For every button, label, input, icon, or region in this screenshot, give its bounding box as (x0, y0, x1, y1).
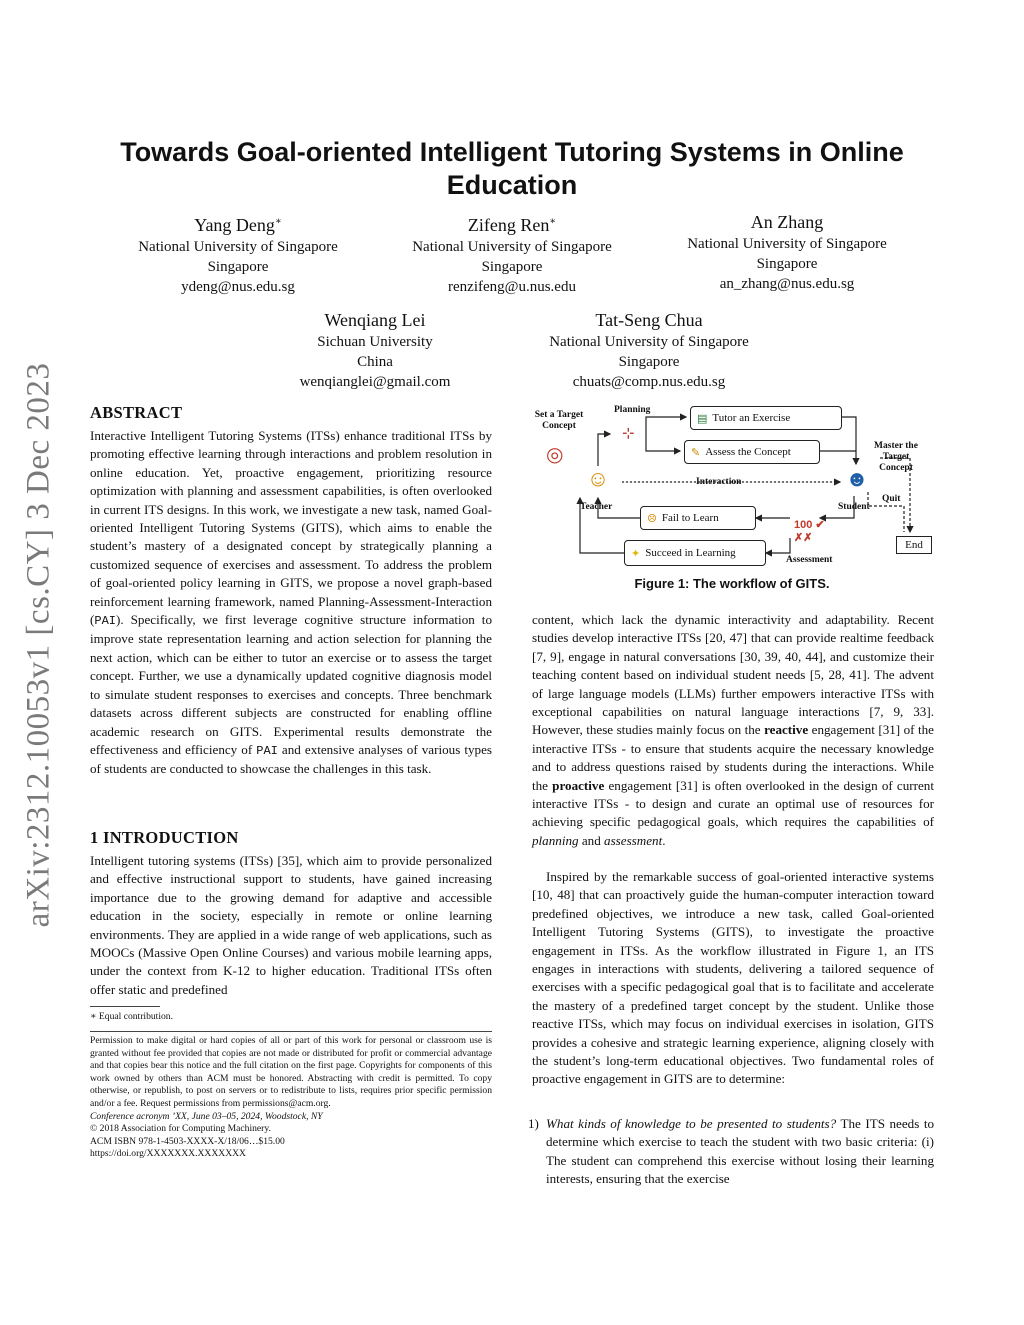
author-name: Wenqiang Lei (324, 310, 426, 330)
list-number: 1) (528, 1116, 539, 1131)
intro-text: engagement [31] of the interactive ITSs - to ensure that students acquire the necessary knowledge and to address questions raised by students during the interactions. While the (532, 722, 934, 793)
author-email: wenqianglei@gmail.com (299, 374, 451, 390)
author-name: An Zhang (750, 212, 824, 232)
books-icon: ▤ (697, 412, 708, 425)
permission-rule (90, 1031, 492, 1032)
author-email: chuats@comp.nus.edu.sg (572, 374, 726, 390)
copyright: © 2018 Association for Computing Machinery. (90, 1123, 271, 1135)
label-planning: Planning (614, 405, 651, 415)
footnote: ∗ Equal contribution. (90, 1011, 173, 1022)
author-country: Singapore (756, 256, 818, 272)
equal-contribution-mark: ∗ (549, 216, 557, 227)
label-quit: Quit (882, 494, 901, 504)
sad-face-icon: ☹ (647, 512, 657, 525)
author-block (382, 210, 642, 297)
score-icon: 100 ✔ ✗✗ (794, 519, 825, 544)
intro-heading: 1 INTRODUCTION (90, 828, 239, 847)
arrow-tutor-student (842, 417, 856, 464)
author-block (657, 210, 917, 294)
permission-block (90, 1035, 492, 1161)
intro-text: . (662, 832, 666, 848)
right-column-paragraph-2 (532, 868, 934, 1089)
succeed-label: Succeed in Learning (645, 547, 736, 559)
arrow-teacher-planning (598, 434, 610, 466)
list-item (528, 1115, 934, 1189)
box-fail-learn (640, 506, 756, 530)
equal-contribution-mark: ∗ (274, 216, 282, 227)
intro-text: engagement [31] is often overlooked in the design of current interactive ITSs - to design and curate an optimal use of resources for achieving specific pedagogical goals, which requires the capabilities of (532, 777, 934, 830)
arxiv-id: arXiv:2312.10053v1 [cs.CY] 3 Dec 2023 (20, 362, 57, 928)
label-master: Master the Target Concept (874, 441, 918, 473)
lightbulb-icon: ✦ (631, 547, 641, 560)
emphasis-planning: planning (532, 832, 579, 848)
teacher-icon: ☺ (586, 466, 610, 491)
author-affiliation: National University of Singapore (687, 236, 887, 252)
box-tutor-exercise (690, 406, 842, 430)
box-succeed-learn (624, 540, 766, 566)
end-label: End (905, 539, 923, 551)
score-text: 100 (794, 519, 813, 531)
right-column-paragraph-1 (532, 611, 934, 850)
arxiv-sidebar (14, 360, 64, 930)
author-country: Singapore (618, 354, 680, 370)
box-assess-concept (684, 440, 820, 464)
abstract-part: and extensive analyses of various types of students are conducted to showcase the challenges in this task. (90, 741, 492, 777)
author-block (519, 308, 779, 392)
arrow-to-assess (646, 442, 680, 451)
doi: https://doi.org/XXXXXXX.XXXXXXX (90, 1148, 246, 1160)
author-affiliation: National University of Singapore (138, 239, 338, 255)
arrow-to-succeed (766, 538, 790, 553)
conference-info: Conference acronym ’XX, June 03–05, 2024, Woodstock, NY (90, 1110, 323, 1122)
method-name: PAI (256, 743, 278, 758)
method-name: PAI (94, 614, 116, 629)
assess-label: Assess the Concept (705, 446, 791, 458)
author-affiliation: Sichuan University (317, 334, 433, 350)
list-text: The ITS needs to determine which exercise to teach the student with two basic criteria: (i) The student can comprehend this exercise without losing their learning interests, ensuring that the exercise (546, 1116, 934, 1187)
isbn: ACM ISBN 978-1-4503-XXXX-X/18/06…$15.00 (90, 1135, 285, 1147)
author-country: Singapore (481, 259, 543, 275)
tutor-label: Tutor an Exercise (712, 412, 791, 424)
figure-caption: Figure 1: The workflow of GITS. (634, 576, 830, 591)
author-name: Zifeng Ren (467, 215, 550, 235)
author-country: Singapore (207, 259, 269, 275)
planning-tree-icon: ⊹ (622, 426, 635, 442)
author-affiliation: National University of Singapore (412, 239, 612, 255)
emphasis-reactive: reactive (764, 722, 809, 738)
abstract-part: Interactive Intelligent Tutoring Systems (ITSs) enhance traditional ITSs by promoting effective learning through interactions and problem resolution in online education. Yet, proactive engagement, prioritizing resource optimization with planning and assessment capabilities, is often overlooked in current ITS designs. In this work, we investigate a new task, named Goal-oriented Intelligent Tutoring Systems (GITS), which aims to enable the student’s mastery of a designated concept by strategically planning a customized sequence of exercises and assessment. To address the problem of goal-oriented policy learning in GITS, we propose a novel graph-based reinforcement learning framework, named Planning-Assessment-Interaction ( (90, 428, 492, 628)
intro-text: Intelligent tutoring systems (ITSs) [35], which aim to provide personalized and effective instructional support to students, have gained increasing importance due to the growing demand for adaptive and accessible education in the society, especially in remote or online learning environments. They are applied in a wide range of web applications, such as MOOCs (Massive Open Online Courses) and various mobile learning apps, under the context from K-12 to higher education. Traditional ITSs often offer static and predefined (90, 853, 492, 997)
abstract-heading: ABSTRACT (90, 403, 183, 422)
label-assessment: Assessment (786, 555, 833, 565)
emphasis-assessment: assessment (604, 832, 663, 848)
target-icon: ◎ (546, 444, 564, 466)
author-email: an_zhang@nus.edu.sg (719, 276, 855, 292)
author-block (245, 308, 505, 392)
author-email: renzifeng@u.nus.edu (448, 279, 576, 295)
label-student: Student (838, 502, 870, 512)
abstract-text (90, 427, 492, 779)
author-email: ydeng@nus.edu.sg (181, 279, 295, 295)
box-end (896, 536, 932, 554)
label-teacher: Teacher (580, 502, 613, 512)
intro-text: Inspired by the remarkable success of goal-oriented interactive systems [10, 48] that can proactively guide the human-computer interaction toward predefined objectives, we introduce a new task, called Goal-oriented Intelligent Tutoring Systems (GITS), to investigate the proactive engagement in ITSs. As the workflow illustrated in Figure 1, an ITS engages in interactions with students, delivering a tailored sequence of exercises with a specific pedagogical goal that is to facilitate and accelerate the mastery of a predefined target concept by the student. Unlike those reactive ITSs, which may focus on individual exercises in isolation, GITS provides a cohesive and strategic learning experience, aligning closely with the student’s long-term educational objectives. Two fundamental roles of proactive engagement in GITS are to determine: (532, 869, 934, 1087)
author-affiliation: National University of Singapore (549, 334, 749, 350)
author-name: Tat-Seng Chua (595, 310, 703, 330)
abstract-part: ). Specifically, we first leverage cognitive structure information to improve state representation learning and action selection for planning the next action, which can be either to tutor an exercise or to assess the target concept. Further, we use a dynamically updated cognitive diagnosis model to simulate student responses to exercises and concepts. Three benchmark datasets across different subjects are constructed for enabling offline academic research on GITS. Experimental results demonstrate the effectiveness and efficiency of (90, 612, 492, 757)
intro-text: and (578, 832, 605, 848)
footnote-rule (90, 1006, 160, 1007)
intro-paragraph (90, 852, 492, 999)
author-name: Yang Deng (194, 215, 275, 235)
author-country: China (357, 354, 393, 370)
label-interaction: Interaction (696, 477, 742, 487)
emphasis-proactive: proactive (552, 777, 605, 793)
figure-workflow (528, 398, 936, 570)
list-question: What kinds of knowledge to be presented to students? (546, 1116, 837, 1131)
paper-title: Towards Goal-oriented Intelligent Tutoring Systems in Online Education (120, 137, 904, 200)
memo-icon: ✎ (691, 446, 701, 459)
arrow-to-tutor (646, 417, 686, 442)
fail-label: Fail to Learn (661, 512, 719, 524)
author-block (108, 210, 368, 297)
intro-text: content, which lack the dynamic interactivity and adaptability. Recent studies develop interactive ITSs [20, 47] that can provide realtime feedback [7, 9], engage in natural conversations [30, 39, 40, 44], and customize their teaching content based on individual student needs [5, 28, 41]. The advent of large language models (LLMs) further empowers interactive ITSs with exceptional capabilities on natural language interactions [7, 9, 33]. However, these studies mainly focus on the (532, 612, 934, 738)
permission-text: Permission to make digital or hard copies of all or part of this work for personal or classroom use is granted without fee provided that copies are not made or distributed for profit or commercial advantage and that copies bear this notice and the full citation on the first page. Copyrights for components of this work owned by others than ACM must be honored. Abstracting with credit is permitted. To copy otherwise, or republish, to post on servers or to redistribute to lists, requires prior specific permission and/or a fee. Request permissions from permissions@acm.org. (90, 1035, 492, 1109)
label-set-target: Set a Target Concept (534, 410, 584, 431)
student-icon: ☻ (845, 466, 869, 491)
